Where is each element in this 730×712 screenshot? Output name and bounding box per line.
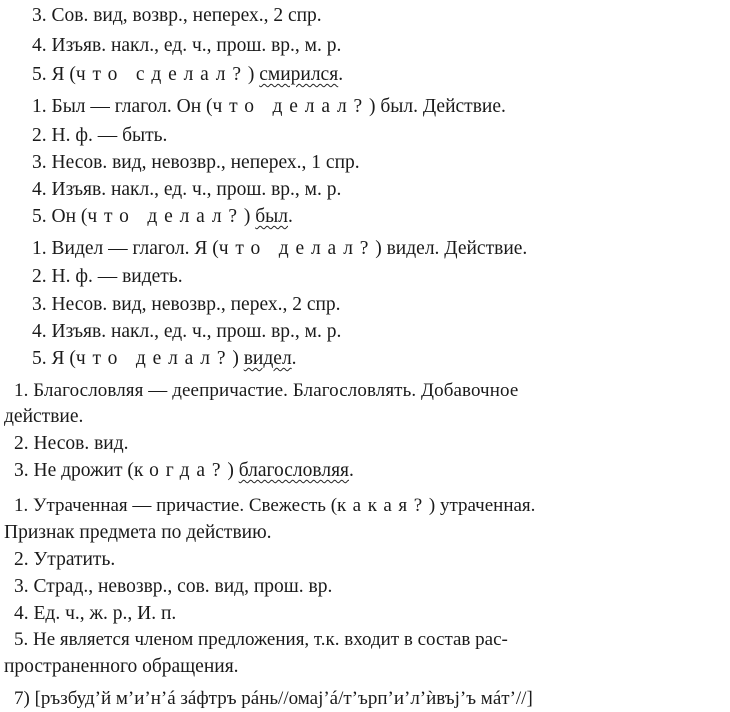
text: . <box>291 348 297 369</box>
text: ) утраченная. <box>428 495 536 516</box>
line-b4-2: 2. Несов. вид. <box>14 433 129 454</box>
line-b2-3: 3. Несов. вид, невозвр., неперех., 1 спр. <box>32 152 360 173</box>
line-b3-2: 2. Н. ф. — видеть. <box>32 266 183 287</box>
line-b2-1 <box>32 97 506 117</box>
line-b6-7: 7) [ръзбуд’й м’и’н’á зáфтръ рáнь//омај’á/т’ърп’и’л’ѝвъј’ъ мáт’//] <box>14 688 533 709</box>
question-spaced: что сделал? <box>75 64 248 85</box>
text: . <box>288 206 293 227</box>
question-spaced: когда? <box>133 460 228 481</box>
text: 5. Я ( <box>32 64 76 85</box>
text: ) <box>243 206 256 227</box>
line-b3-5 <box>32 349 297 369</box>
line-b2-2: 2. Н. ф. — быть. <box>32 125 168 146</box>
text: 5. Он ( <box>32 206 88 227</box>
text: . <box>349 460 354 481</box>
text: 1. Видел — глагол. Я ( <box>32 238 219 259</box>
line-b5-5-cont: пространенного обращения. <box>4 656 239 677</box>
underlined-word: смирился <box>259 64 339 85</box>
line-b4-1: 1. Благословляя — деепричастие. Благословлять. Добавочное <box>14 380 519 401</box>
text: . <box>338 64 344 85</box>
line-b5-5: 5. Не является членом предложения, т.к. входит в состав рас- <box>14 629 508 650</box>
question-spaced: что делал? <box>218 238 376 259</box>
question-spaced: что делал? <box>87 206 244 227</box>
question-spaced: что делал? <box>75 348 233 369</box>
line-b2-4: 4. Изъяв. накл., ед. ч., прош. вр., м. р. <box>32 179 342 200</box>
line-b5-2: 2. Утратить. <box>14 549 116 570</box>
line-b4-3 <box>14 461 354 481</box>
underlined-word: благословляя <box>238 460 350 481</box>
line-b4-1-cont: действие. <box>4 406 84 427</box>
question-spaced: какая? <box>337 495 429 516</box>
question-spaced: что делал? <box>212 96 370 117</box>
text: ) <box>247 64 260 85</box>
text: 3. Не дрожит ( <box>14 460 134 481</box>
text: 5. Я ( <box>32 348 76 369</box>
line-b3-4: 4. Изъяв. накл., ед. ч., прош. вр., м. р. <box>32 321 342 342</box>
line-b5-1 <box>14 496 535 515</box>
line-b1-5 <box>32 65 343 85</box>
text: ) видел. Действие. <box>375 238 528 259</box>
text: ) был. Действие. <box>369 96 506 117</box>
line-b5-3: 3. Страд., невозвр., сов. вид, прош. вр. <box>14 576 333 597</box>
text: 1. Утраченная — причастие. Свежесть ( <box>14 495 338 516</box>
underlined-word: был <box>255 206 288 227</box>
line-b1-4: 4. Изъяв. накл., ед. ч., прош. вр., м. р. <box>32 35 342 56</box>
line-b5-4: 4. Ед. ч., ж. р., И. п. <box>14 603 177 624</box>
line-b3-1 <box>32 239 527 259</box>
text: ) <box>232 348 244 369</box>
text: 1. Был — глагол. Он ( <box>32 96 213 117</box>
line-b5-1-cont: Признак предмета по действию. <box>4 522 272 543</box>
line-b1-3: 3. Сов. вид, возвр., неперех., 2 спр. <box>32 5 322 26</box>
line-b3-3: 3. Несов. вид, невозвр., перех., 2 спр. <box>32 294 341 315</box>
underlined-word: видел <box>243 348 292 369</box>
text: ) <box>227 460 239 481</box>
line-b2-5 <box>32 207 293 227</box>
